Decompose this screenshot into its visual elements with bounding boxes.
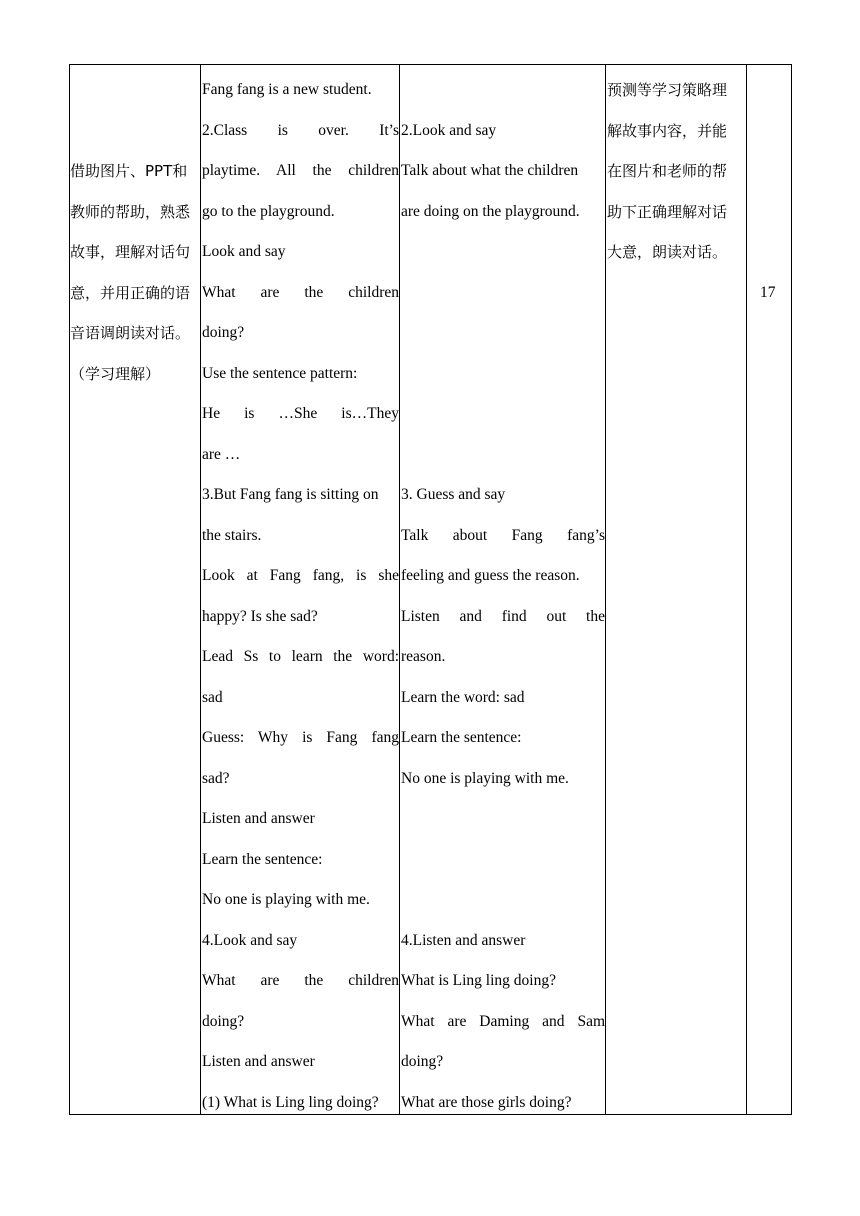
teacher-activity-line: (1) What is Ling ling doing? — [202, 1093, 379, 1111]
student-activity-line — [401, 394, 605, 435]
objective-line: 故事，理解对话句 — [70, 243, 191, 261]
student-activity-line — [401, 70, 605, 111]
student-activity-line: Learn the word: sad — [401, 688, 525, 706]
objective-line: 借助图片、PPT和 — [70, 162, 188, 180]
student-activity-line: What is Ling ling doing? — [401, 972, 556, 989]
student-activity-line — [401, 799, 605, 840]
teacher-activity-line: sad? — [202, 769, 230, 787]
teacher-activity-line: Use the sentence pattern: — [202, 364, 358, 382]
teacher-activities-cell — [202, 70, 399, 1123]
student-activity-line — [401, 880, 605, 921]
teacher-activity-line: 4.Look and say — [202, 931, 298, 949]
student-activity-line — [401, 273, 605, 314]
student-activity-line: Listen and find out the — [401, 607, 605, 625]
student-activity-line — [401, 232, 605, 273]
strategy-line: 在图片和老师的帮 — [607, 162, 728, 180]
teacher-activity-line: doing? — [202, 324, 245, 341]
student-activity-line: Learn the sentence: — [401, 729, 522, 746]
student-activity-line: What are those girls doing? — [401, 1093, 572, 1111]
teacher-activity-line: Lead Ss to learn the word: — [202, 648, 399, 665]
teacher-activity-line: What are the children — [202, 972, 399, 989]
teacher-activity-line: doing? — [202, 1012, 245, 1030]
teacher-activity-line: Look and say — [202, 243, 286, 260]
student-activity-line: doing? — [401, 1053, 444, 1070]
student-activity-line: What are Daming and Sam — [401, 1012, 605, 1030]
teacher-activity-line: No one is playing with me. — [202, 891, 370, 908]
column-divider-1 — [200, 64, 201, 1115]
teacher-activity-line: happy? Is she sad? — [202, 607, 318, 625]
student-activity-line: reason. — [401, 648, 446, 665]
teacher-activity-line: 3.But Fang fang is sitting on — [202, 486, 379, 503]
strategy-cell — [607, 70, 746, 273]
teacher-activity-line: Fang fang is a new student. — [202, 81, 372, 98]
teacher-activity-line: sad — [202, 688, 223, 706]
table-border-right — [791, 64, 792, 1115]
objective-line: 意，并用正确的语 — [70, 283, 191, 302]
teacher-activity-line: the stairs. — [202, 526, 262, 544]
teacher-activity-line: Guess: Why is Fang fang — [202, 729, 399, 746]
student-activity-line: 3. Guess and say — [401, 486, 506, 503]
student-activity-line: No one is playing with me. — [401, 769, 569, 787]
table-border-top — [69, 64, 792, 65]
teacher-activity-line: Listen and answer — [202, 810, 315, 827]
teacher-activity-line: Listen and answer — [202, 1053, 315, 1070]
column-divider-4 — [746, 64, 747, 1115]
teacher-activity-line: Learn the sentence: — [202, 850, 323, 868]
teacher-activity-line: He is …She is…They — [202, 405, 399, 422]
student-activity-line — [401, 354, 605, 395]
student-activity-line: Talk about what the children — [401, 162, 579, 179]
student-activities-cell — [401, 70, 605, 1123]
teacher-activity-line: are … — [202, 445, 241, 463]
student-activity-line — [401, 435, 605, 476]
student-activity-line: 4.Listen and answer — [401, 931, 526, 949]
strategy-line: 助下正确理解对话 — [607, 202, 728, 221]
teacher-activity-line: go to the playground. — [202, 202, 335, 220]
objective-line: 音语调朗读对话。 — [70, 324, 191, 342]
teacher-activity-line: Look at Fang fang, is she — [202, 567, 399, 584]
time-minutes: 17 — [760, 284, 776, 301]
column-divider-2 — [399, 64, 400, 1115]
objective-cell — [70, 151, 200, 394]
strategy-line: 大意，朗读对话。 — [607, 243, 728, 261]
objective-line: 教师的帮助，熟悉 — [70, 202, 191, 221]
strategy-line: 预测等学习策略理 — [607, 81, 728, 99]
strategy-line: 解故事内容，并能 — [607, 121, 728, 140]
student-activity-line — [401, 313, 605, 354]
teacher-activity-line: 2.Class is over. It’s — [202, 121, 399, 139]
student-activity-line: 2.Look and say — [401, 121, 497, 139]
student-activity-line: feeling and guess the reason. — [401, 567, 580, 584]
student-activity-line: Talk about Fang fang’s — [401, 526, 605, 544]
student-activity-line: are doing on the playground. — [401, 202, 580, 220]
objective-line: （学习理解） — [70, 364, 161, 383]
teacher-activity-line: What are the children — [202, 283, 399, 301]
teacher-activity-line: playtime. All the children — [202, 162, 399, 179]
column-divider-3 — [605, 64, 606, 1115]
student-activity-line — [401, 840, 605, 881]
